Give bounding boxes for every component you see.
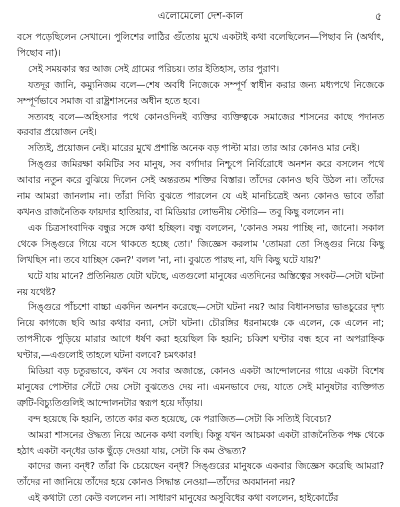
paragraph: সিঙ্গুরে পাঁচশো বাচ্চা একদিন অনশন করেছে—সেটা ঘটনা নয়? আর বিধানসভার ভাঙচুরের দৃশ্য নিয়ে কাগজে ছবি আর কথার বন্যা, সেটা ঘটনা। চৌরঙ্গির ধরনামঞ্চে কে এলেন, কে এলেন না; তাপসীকে পুড়িয়ে মারার আগে ধর্ষণ করা হয়েছিল কি হয়নি; চব্বিশ ঘণ্টার বন্ধ হবে না অপরাহ্নিক ঘণ্টার,—এগুলোই তাহলে ঘটনা বলবে? চমৎকার! (17, 302, 384, 362)
paragraph: ঘটে যায় মানে? প্রতিনিয়ত যেটা ঘটছে, এতগুলো মানুষের এতদিনের অস্তিত্বের সংকট—সেটা ঘটনা নয় যথেষ্ট? (17, 270, 384, 298)
page-number: ৫ (374, 10, 382, 23)
paragraph: সত্যিই, প্রয়োজন নেই। মারের মুখে প্রশান্তি অনেক বড় পাল্টা মার। তার আর কোনও মার নেই। (28, 143, 360, 155)
paragraph: কাদের জন্য বন্‌ধ? তাঁরা কি চেয়েছেন বন্‌ধ? সিঙ্গুরের মানুষকে একবার জিজ্ঞেস করেছি আমরা? তাঁদের না জানিয়ে তাঁদের হয়ে কোনও সিদ্ধান্ত নেওয়া—তাঁদের অবমাননা নয়? (17, 461, 384, 489)
paragraph: সত্যবহ বলে—অহিংসার পথে কোনওদিনই ব্যক্তির ব্যক্তিত্বকে সমাজের শাসনের কাছে পদানত করবার প্রয়োজন নেই। (17, 111, 384, 139)
paragraph: সেই সময়কার স্বর আজ সেই গ্রামের পরিচয়। তার ইতিহাস, তার পুরাণ। (28, 63, 279, 75)
paragraph: বন্দ হয়েছে কি হয়নি, তাতে কার কত হয়েছে, কে পরাজিত—সেটা কি সত্যিই বিবেচ্য? (28, 413, 332, 425)
running-header (17, 8, 384, 26)
paragraph: যতদূর জানি, কম্যুনিজম বলে—শেষ অবধি নিজেকে সম্পূর্ণ স্বাধীন করার জন্য মধ্যপথে নিজেকে সম্পূর্ণভাবে সমাজ বা রাষ্ট্রশাসনের অধীন হতে হবে। (17, 79, 384, 107)
paragraph: মিডিয়া বড় চতুরভাবে, কখন যে সবার অজান্তে, কোনও একটা আন্দোলনের গায়ে একটা বিশেষ মানুষের পোস্টার সেঁটে দেয় সেটা বুঝতেও দেয় না। এমনভাবে দেয়, যাতে সেই মানুষটার ব্যক্তিগত ত্রুটি-বিচ্যুতিগুলিই আন্দোলনটার স্বরূপ হয়ে দাঁড়ায়। (17, 366, 384, 409)
paragraph: বসে পড়েছিলেন সেখানে। পুলিশের লাঠির গুঁতোয় মুখে একটাই কথা বলেছিলেন—পিছাব নি (অর্থাৎ, পিছোব না)। (17, 32, 384, 59)
running-title: এলোমেলো দেশ-কাল (157, 11, 244, 22)
paragraph: এই কথাটা তো কেউ বললেন না। সাধারণ মানুষের অসুবিধের কথা বললেন, হাইকোর্টের (28, 493, 339, 505)
paragraph: আমরা শাসনের ঔদ্ধত্য নিয়ে অনেক কথা বলছি। কিন্তু যখন আচমকা একটা রাজনৈতিক পক্ষ থেকে হঠাৎ একটা বন্‌ধের ডাক ছুঁড়ে দেওয়া যায়, সেটা কি কম ঔদ্ধত্য? (17, 429, 384, 457)
body-text (17, 30, 384, 507)
paragraph: সিঙ্গুর জমিরক্ষা কমিটির সব মানুষ, সব বর্গাদার নিশ্চুপে নির্বিরোধে অনশন করে বসলেন পথে আবার নতুন করে বুঝিয়ে দিলেন সেই অন্তরতম শক্তির বিস্তার। তাঁদের কোনও ছবি উঠল না। তাঁদের নাম আমরা জানলাম না। তাঁরা দিব্যি বুঝতে পারলেন যে এই মানচিত্রেই অন্য কোনও ভাবে তাঁরা কখনও রাজনৈতিক ফায়দার হাতিয়ার, বা মিডিয়ার লোভনীয় স্টোরি— তবু কিছু বললেন না। (17, 159, 384, 218)
paragraph: এক চিত্রসাংবাদিক বন্ধুর সঙ্গে কথা হচ্ছিল। বন্ধু বললেন, 'কোনও সময় পাচ্ছি না, জানো। সকাল থেকে সিঙ্গুরে গিয়ে বসে থাকতে হচ্ছে তো।' জিজ্ঞেস করলাম 'তোমরা তো সিঙ্গুর নিয়ে কিছু লিখছিস না। তবে যাচ্ছিস কেন?' বলল 'না, না। বুঝতে পারছ না, যদি কিছু ঘটে যায়?' (17, 222, 384, 266)
